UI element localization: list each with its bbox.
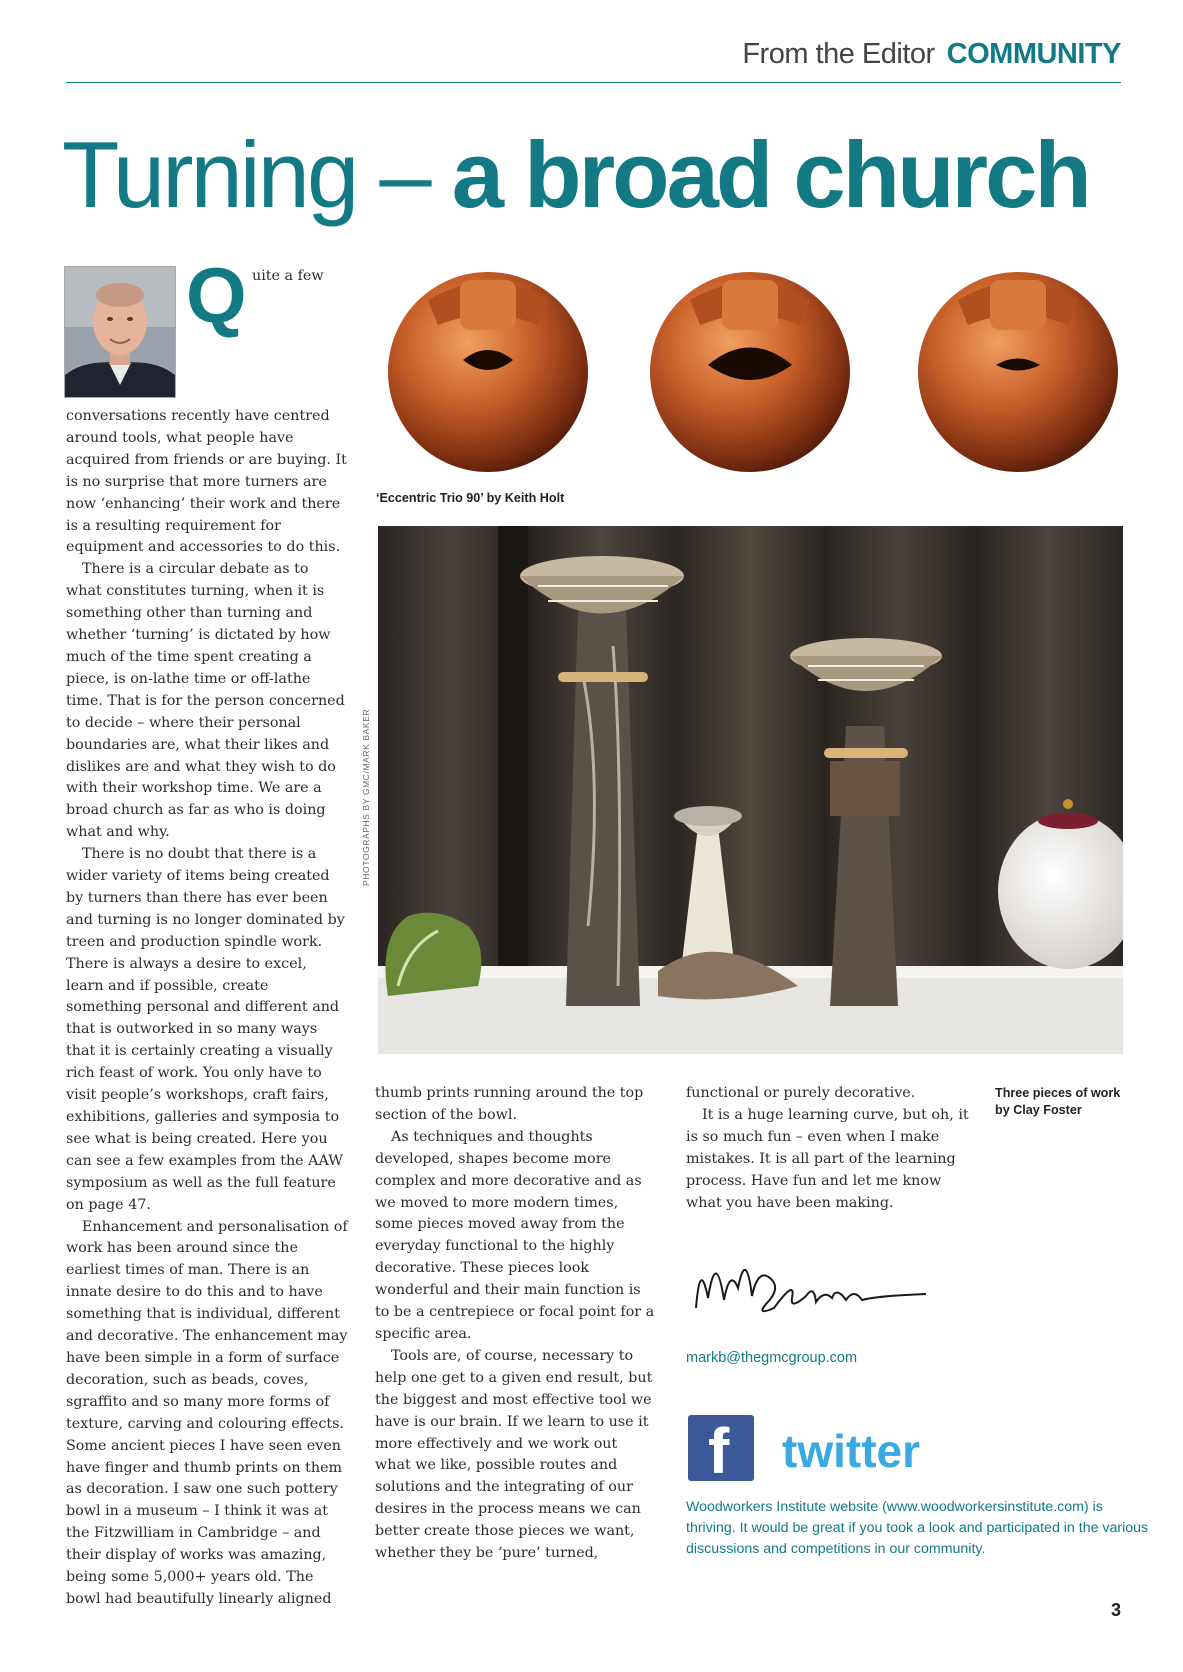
photo-credit: PHOTOGRAPHS BY GMC/MARK BAKER xyxy=(361,708,371,886)
title-part-1: Turning – xyxy=(62,122,452,227)
paragraph: As techniques and thoughts developed, shapes become more complex and more decorative and as we moved to more modern times, some pieces moved away from the everyday functional to the highly decorative. These pieces look wonderful and their main function is to be a centrepiece or focal point for a specific area. xyxy=(375,1128,655,1342)
paragraph: functional or purely decorative. xyxy=(686,1085,916,1101)
editor-email[interactable]: markb@thegmcgroup.com xyxy=(686,1350,858,1366)
paragraph: There is a circular debate as to what constitutes turning, when it is something other than turning and whether ‘turning’ is dictated by how much of the time spent creating a piece, is on-lathe time or off-lathe time. That is for the person concerned to decide – where their personal boundaries are, what their likes and dislikes are and what they wish to do with their workshop time. We are a broad church as far as who is doing what and why. xyxy=(66,561,345,841)
article-column-2 xyxy=(375,1083,655,1565)
drop-cap-block xyxy=(64,251,252,406)
title-part-2: a broad church xyxy=(451,122,1089,227)
paragraph: Enhancement and personalisation of work has been around since the earliest times of man. There is an innate desire to do this and to have something that is individual, different and decorative. The enhancement may have been simple in a form of surface decoration, such as beads, coves, sgraffito and so many more forms of texture, carving and colouring effects. Some ancient pieces I have seen even have finger and thumb prints on them as decoration. I saw one such pottery bowl in a museum – I think it was at the Fitzwilliam in Cambridge – and their display of works was amazing, being some 5,000+ years old. The bowl had beautifully linearly aligned xyxy=(66,1218,348,1607)
facebook-icon[interactable] xyxy=(688,1415,754,1481)
paragraph: It is a huge learning curve, but oh, it is so much fun – even when I make mistakes. It is all part of the learning process. Have fun and let me know what you have been making. xyxy=(686,1106,969,1211)
website-note: Woodworkers Institute website (www.woodworkersinstitute.com) is thriving. It would be great if you took a look and participated in the various discussions and competitions in our community. xyxy=(686,1499,1149,1557)
twitter-logo[interactable]: twitter xyxy=(782,1425,920,1477)
article-column-3 xyxy=(686,1083,976,1214)
running-header xyxy=(742,38,1121,71)
paragraph: There is no doubt that there is a wider variety of items being created by turners than there has ever been and turning is no longer dominated by treen and production spindle work. There is always a desire to excel, learn and if possible, create something personal and different and that is outworked in so many ways that it is certainly creating a visually rich feast of work. You only have to visit people’s workshops, craft fairs, exhibitions, galleries and symposia to see what is being created. Here you can see a few examples from the AAW symposium as well as the full feature on page 47. xyxy=(66,846,345,1213)
clay-foster-photo xyxy=(378,526,1123,1054)
eccentric-trio-photo xyxy=(378,270,1123,475)
clay-foster-caption: Three pieces of work by Clay Foster xyxy=(995,1086,1121,1117)
editor-portrait xyxy=(64,266,176,398)
article-title xyxy=(62,122,1089,227)
paragraph: uite a few conversations recently have centred around tools, what people have acquired from friends or are buying. It is no surprise that more turners are now ‘enhancing’ their work and there is a resulting requirement for equipment and accessories to do this. xyxy=(66,268,347,556)
header-rule xyxy=(66,82,1121,83)
article-column-1 xyxy=(66,251,348,1611)
section-label: From the Editor xyxy=(742,38,935,70)
trio-caption: ‘Eccentric Trio 90’ by Keith Holt xyxy=(376,491,565,505)
section-name: COMMUNITY xyxy=(946,38,1121,70)
drop-cap: Q xyxy=(186,251,247,339)
editor-signature xyxy=(686,1238,946,1328)
paragraph: Tools are, of course, necessary to help one get to a given end result, but the biggest and most effective tool we have is our brain. If we learn to use it more effectively and we work out what we like, possible routes and solutions and the integrating of our desires in the process means we can better create those pieces we want, whether they be ‘pure’ turned, xyxy=(375,1347,653,1562)
paragraph: thumb prints running around the top section of the bowl. xyxy=(375,1085,644,1123)
page-number: 3 xyxy=(1110,1600,1121,1620)
facebook-letter: f xyxy=(708,1415,730,1481)
